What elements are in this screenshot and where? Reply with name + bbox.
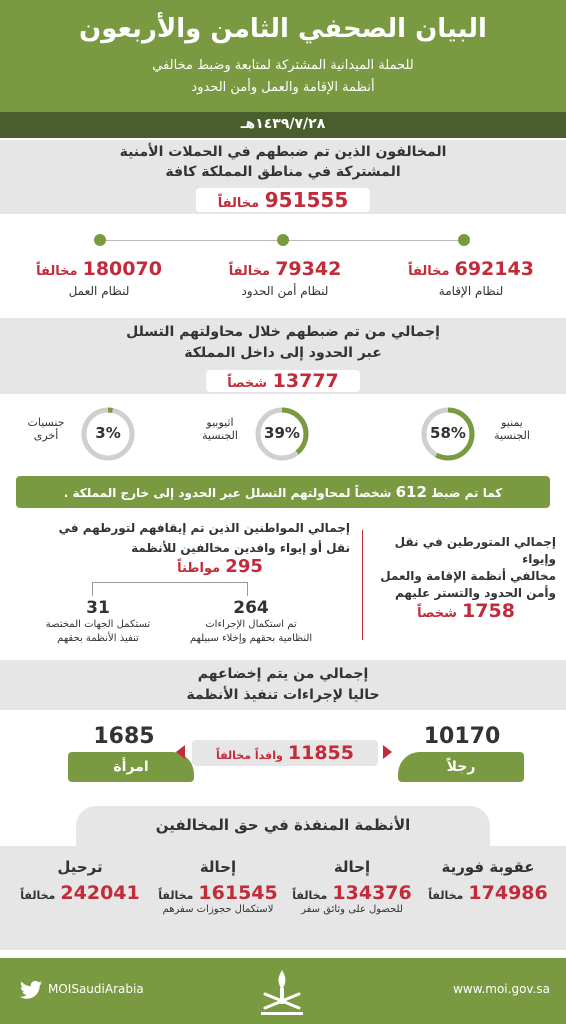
section1-total-value: 951555 bbox=[264, 188, 349, 212]
facilitators-line-2: مخالفي أنظمة الإقامة والعمل bbox=[380, 569, 556, 583]
section2-total-unit: شخصاً bbox=[227, 376, 268, 391]
measure-penalty-title: عقوبة فورية bbox=[441, 858, 535, 876]
section4-heading-band bbox=[0, 660, 566, 710]
saudi-emblem-icon bbox=[255, 964, 309, 1018]
citizens-text bbox=[16, 518, 350, 558]
section4-heading-line-1: إجمالي من يتم إخضاعهم bbox=[197, 666, 369, 682]
connector-dot-residence bbox=[458, 234, 470, 246]
section1-heading-band bbox=[0, 140, 566, 186]
citizens-line-2: نقل أو إيواء وافدين مخالفين للأنظمة bbox=[131, 541, 350, 555]
section5-heading: الأنظمة المنفذة في حق المخالفين bbox=[155, 816, 411, 834]
footer bbox=[0, 958, 566, 1024]
section1-total-band bbox=[0, 186, 566, 214]
citizens-pending-line-1: تستكمل الجهات المختصة bbox=[45, 619, 151, 630]
women-value: 1685 bbox=[93, 724, 155, 749]
ring-other-label-1: جنسيات bbox=[27, 416, 65, 429]
stat-border-label: لنظام أمن الحدود bbox=[241, 284, 329, 298]
hijri-date: ١٤٣٩/٧/٢٨هـ bbox=[240, 116, 326, 132]
measure-referral-docs-value: 134376 bbox=[332, 882, 412, 904]
stat-residence-label: لنظام الإقامة bbox=[438, 284, 504, 298]
total-violators-pill bbox=[192, 740, 378, 766]
facilitators-line-1: إجمالي المتورطين في نقل وإيواء bbox=[394, 535, 556, 566]
citizens-completed-line-2: النظامية بحقهم وإخلاء سبيلهم bbox=[189, 633, 313, 644]
ring-other-label bbox=[16, 416, 76, 442]
ring-yemeni-label-2: الجنسية bbox=[494, 429, 530, 442]
measure-referral-booking-value: 161545 bbox=[198, 882, 278, 904]
exit-note-bar bbox=[16, 476, 550, 508]
measure-deportation bbox=[10, 858, 150, 904]
measure-referral-booking-title: إحالة bbox=[199, 858, 237, 876]
measure-referral-docs-unit: مخالفاً bbox=[292, 889, 328, 902]
section1-total-pill bbox=[196, 188, 370, 212]
stat-border-value: 79342 bbox=[275, 258, 342, 280]
ring-yemeni-label bbox=[482, 416, 542, 442]
ring-yemeni bbox=[420, 406, 476, 462]
twitter-icon[interactable] bbox=[20, 980, 42, 1000]
total-violators-unit: وافداً مخالفاً bbox=[215, 749, 283, 762]
ring-yemeni-percent: 58% bbox=[430, 424, 466, 442]
stat-border bbox=[200, 258, 370, 298]
saudi-emblem-svg bbox=[255, 964, 309, 1018]
section2-heading-line-2: عبر الحدود إلى داخل المملكة bbox=[184, 345, 382, 361]
connector-dot-border bbox=[277, 234, 289, 246]
measure-penalty-unit: مخالفاً bbox=[428, 889, 464, 902]
section3-divider bbox=[362, 530, 363, 640]
section5-heading-band bbox=[76, 806, 490, 846]
website-link[interactable]: www.moi.gov.sa bbox=[453, 982, 550, 996]
stat-labor-label: لنظام العمل bbox=[68, 284, 130, 298]
stat-residence-value: 692143 bbox=[454, 258, 534, 280]
stat-labor-unit: مخالفاً bbox=[36, 264, 78, 279]
twitter-handle[interactable]: MOISaudiArabia bbox=[48, 982, 144, 996]
total-violators-value: 11855 bbox=[287, 742, 354, 764]
date-band bbox=[0, 112, 566, 138]
ring-ethiopian bbox=[254, 406, 310, 462]
section4-heading-line-2: حاليا لإجراءات تنفيذ الأنظمة bbox=[186, 687, 380, 703]
exit-note-prefix: كما تم ضبط bbox=[431, 486, 503, 500]
subtitle-line-2: أنظمة الإقامة والعمل وأمن الحدود bbox=[191, 80, 375, 95]
men-label-bar: رجلاً bbox=[398, 752, 524, 782]
twitter-icon-svg bbox=[20, 980, 42, 1000]
ring-other-percent: 3% bbox=[95, 424, 121, 442]
citizens-line-1: إجمالي المواطنين الذين تم إيقافهم لتورطهم في bbox=[58, 521, 350, 535]
page-title: البيان الصحفي الثامن والأربعون bbox=[79, 14, 487, 44]
citizens-completed bbox=[176, 598, 326, 646]
measure-referral-docs bbox=[282, 858, 422, 915]
header-banner bbox=[0, 0, 566, 112]
section1-total-unit: مخالفاً bbox=[217, 196, 260, 211]
section2-heading-band bbox=[0, 318, 566, 368]
measure-referral-docs-note: للحصول على وثائق سفر bbox=[301, 904, 403, 915]
subtitle-line-1: للحملة الميدانية المشتركة لمتابعة وضبط مخالفي bbox=[152, 58, 414, 73]
stat-labor bbox=[14, 258, 184, 298]
connector-dot-labor bbox=[94, 234, 106, 246]
section2-heading-line-1: إجمالي من تم ضبطهم خلال محاولتهم التسلل bbox=[126, 324, 440, 340]
measure-referral-booking-note: لاستكمال حجوزات سفرهم bbox=[162, 904, 274, 915]
measure-penalty bbox=[418, 858, 558, 904]
facilitators-stat bbox=[376, 600, 556, 622]
citizens-pending-value: 31 bbox=[86, 598, 110, 618]
facilitators-value: 1758 bbox=[462, 600, 515, 622]
ring-other-label-2: أخرى bbox=[33, 429, 59, 442]
measure-deportation-value: 242041 bbox=[60, 882, 140, 904]
citizens-pending bbox=[28, 598, 168, 646]
section2-total-value: 13777 bbox=[272, 370, 339, 392]
measure-deportation-unit: مخالفاً bbox=[20, 889, 56, 902]
measure-referral-booking-unit: مخالفاً bbox=[158, 889, 194, 902]
exit-note-suffix: شخصاً لمحاولتهم التسلل عبر الحدود إلى خارج المملكة . bbox=[63, 486, 392, 500]
measure-penalty-value: 174986 bbox=[468, 882, 548, 904]
arrow-left-icon bbox=[176, 745, 185, 759]
ring-other bbox=[80, 406, 136, 462]
section1-heading-line-2: المشتركة في مناطق المملكة كافة bbox=[165, 164, 401, 180]
ring-ethiopian-label-1: اثيوبيو bbox=[206, 416, 234, 429]
men-value: 10170 bbox=[423, 724, 501, 749]
stat-border-unit: مخالفاً bbox=[228, 264, 271, 279]
facilitators-unit: شخصاً bbox=[417, 606, 457, 621]
section2-total-band bbox=[0, 368, 566, 394]
citizens-bracket bbox=[92, 582, 248, 596]
ring-yemeni-label-1: يمنيو bbox=[501, 416, 523, 429]
ring-ethiopian-percent: 39% bbox=[264, 424, 300, 442]
section1-heading-line-1: المخالفون الذين تم ضبطهم في الحملات الأمنية bbox=[119, 144, 447, 160]
ring-ethiopian-label bbox=[190, 416, 250, 442]
exit-note-value: 612 bbox=[395, 483, 427, 501]
citizens-stat bbox=[140, 556, 300, 577]
facilitators-line-3: وأمن الحدود والتستر عليهم bbox=[394, 586, 556, 600]
citizens-pending-line-2: تنفيذ الأنظمة بحقهم bbox=[57, 633, 139, 644]
stat-residence bbox=[386, 258, 556, 298]
measure-referral-booking bbox=[148, 858, 288, 915]
arrow-right-icon bbox=[383, 745, 392, 759]
citizens-value: 295 bbox=[225, 556, 263, 577]
citizens-completed-line-1: تم استكمال الإجراءات bbox=[205, 619, 297, 630]
section2-total-pill bbox=[206, 370, 360, 392]
ring-ethiopian-label-2: الجنسية bbox=[202, 429, 238, 442]
citizens-completed-value: 264 bbox=[233, 598, 269, 618]
stat-residence-unit: مخالفاً bbox=[408, 264, 450, 279]
measure-referral-docs-title: إحالة bbox=[333, 858, 371, 876]
stat-labor-value: 180070 bbox=[82, 258, 162, 280]
measure-deportation-title: ترحيل bbox=[57, 858, 103, 876]
facilitators-text bbox=[376, 534, 556, 602]
women-label-bar: امرأة bbox=[68, 752, 194, 782]
citizens-unit: مواطناً bbox=[177, 561, 221, 576]
